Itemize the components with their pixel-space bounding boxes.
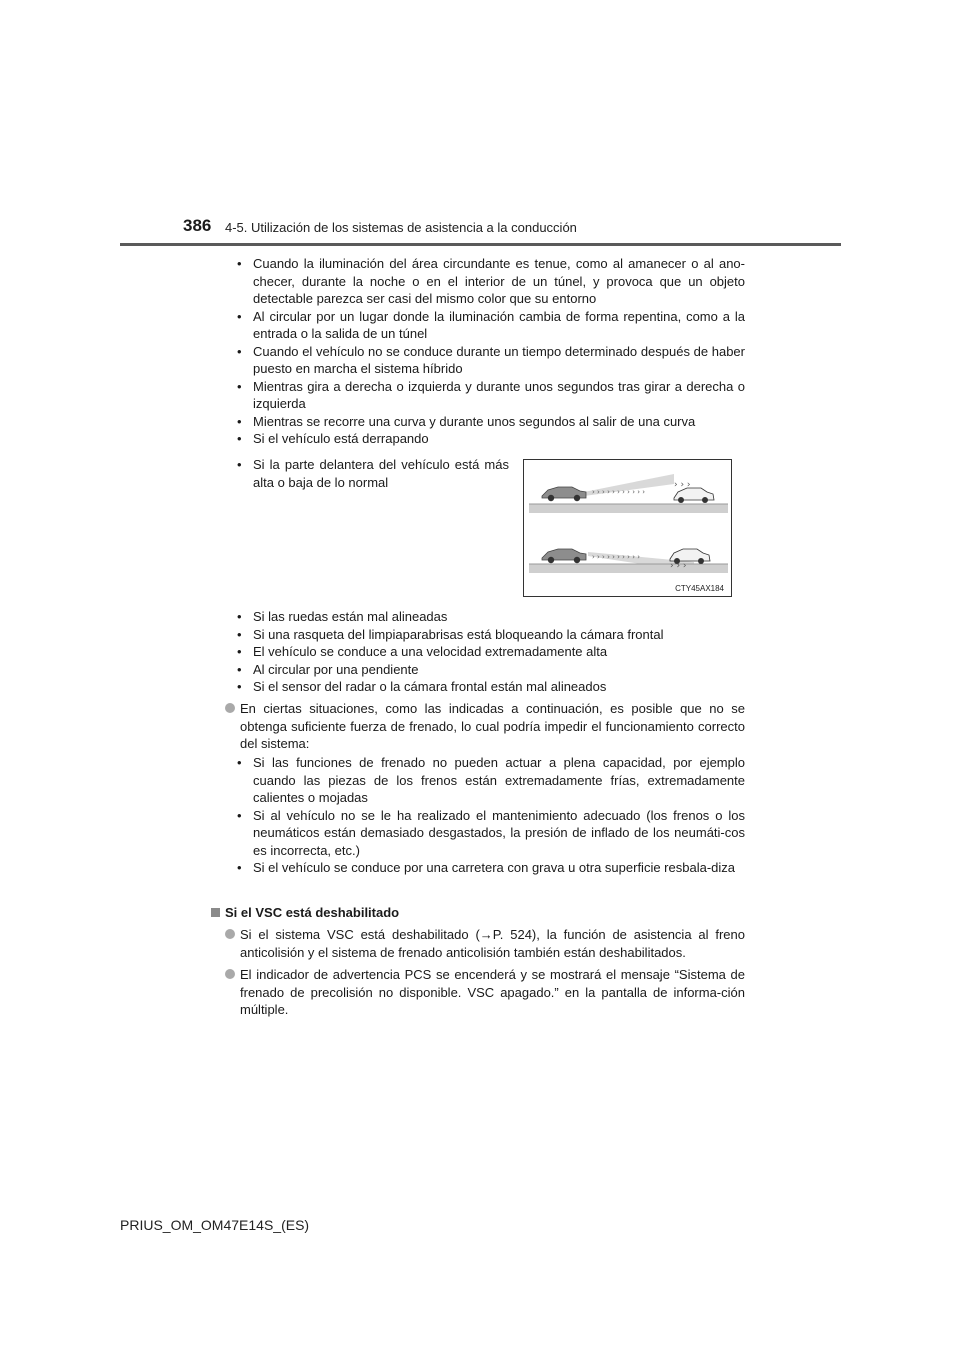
road-bottom — [529, 564, 728, 573]
list-item: • Cuando la iluminación del área circundante es tenue, como al amanecer o al ano-checer, durante la noche o en el interior de un túnel, y provoca que un objeto detectable parezca ser casi del mismo color que su entorno — [237, 255, 745, 308]
condition-list-continued — [237, 608, 745, 696]
car-front-top — [674, 488, 714, 503]
list-item: • Si las funciones de frenado no pueden actuar a plena capacidad, por ejemplo cuando las piezas de los frenos están extremadamente frías, extremadamente calientes o mojadas — [237, 754, 745, 807]
figure-code: CTY45AX184 — [675, 584, 724, 593]
subheading-text: Si el VSC está deshabilitado — [225, 905, 400, 920]
square-bullet-icon — [211, 908, 220, 917]
list-item: • Si el vehículo está derrapando — [237, 430, 745, 448]
paragraph-text: Si el sistema VSC está deshabilitado (→P. 524), la función de asistencia al freno anticolisión y el sistema de frenado anticolisión también están deshabilitados. — [240, 927, 745, 960]
pcs-warning-paragraph — [225, 966, 745, 1019]
road-top — [529, 504, 728, 513]
header-rule — [120, 243, 841, 246]
circle-bullet-icon — [225, 929, 235, 939]
paragraph-text: En ciertas situaciones, como las indicadas a continuación, es posible que no se obtenga suficiente fuerza de frenado, lo cual podría impedir el funcionamiento correcto del sistema: — [240, 701, 745, 751]
car-rear-bottom — [542, 549, 586, 563]
page-number: 386 — [183, 216, 212, 235]
vsc-subheading — [211, 905, 399, 920]
svg-text:› › › › › › › › › ›: › › › › › › › › › › — [592, 553, 641, 561]
braking-conditions-list — [237, 754, 745, 877]
circle-bullet-icon — [225, 969, 235, 979]
list-item: • El vehículo se conduce a una velocidad extremadamente alta — [237, 643, 745, 661]
list-item: • Si una rasqueta del limpiaparabrisas está bloqueando la cámara frontal — [237, 626, 745, 644]
svg-text:› › ›: › › › — [674, 480, 691, 490]
svg-text:› › ›: › › › — [670, 561, 687, 571]
list-item: • Al circular por un lugar donde la iluminación cambia de forma repentina, como a la entrada o la salida de un túnel — [237, 308, 745, 343]
circle-bullet-icon — [225, 703, 235, 713]
braking-force-paragraph — [225, 700, 745, 753]
vehicle-pitch-illustration — [523, 459, 732, 597]
list-item: • Cuando el vehículo no se conduce durante un tiempo determinado después de haber puesto en marcha el sistema híbrido — [237, 343, 745, 378]
list-item: • Mientras gira a derecha o izquierda y durante unos segundos tras girar a derecha o izquierda — [237, 378, 745, 413]
paragraph-text: El indicador de advertencia PCS se encenderá y se mostrará el mensaje “Sistema de frenado de precolisión no disponible. VSC apagado.” en la pantalla de informa-ción múltiple. — [240, 967, 745, 1017]
list-item: • Si el sensor del radar o la cámara frontal están mal alineados — [237, 678, 745, 696]
condition-list — [237, 255, 745, 448]
cars-radar-diagram — [524, 460, 731, 596]
list-item: • Si el vehículo se conduce por una carretera con grava u otra superficie resbala-diza — [237, 859, 745, 877]
document-code: PRIUS_OM_OM47E14S_(ES) — [120, 1217, 310, 1233]
list-item: • Mientras se recorre una curva y durante unos segundos al salir de una curva — [237, 413, 745, 431]
list-item: • Si las ruedas están mal alineadas — [237, 608, 745, 626]
car-rear-top — [542, 487, 586, 501]
list-item: • Al circular por una pendiente — [237, 661, 745, 679]
list-item: • Si al vehículo no se le ha realizado el mantenimiento adecuado (los frenos o los neumáticos están demasiado desgastados, la presión de inflado de los neumáti-cos es incorrecta, etc.) — [237, 807, 745, 860]
svg-text:› › › › › › › › › › ›: › › › › › › › › › › › — [592, 488, 646, 496]
section-title: 4-5. Utilización de los sistemas de asistencia a la conducción — [225, 220, 577, 235]
list-item: • Si la parte delantera del vehículo está más alta o baja de lo normal — [237, 456, 509, 491]
condition-list-beside-figure — [237, 456, 509, 491]
vsc-disabled-paragraph — [225, 926, 745, 961]
